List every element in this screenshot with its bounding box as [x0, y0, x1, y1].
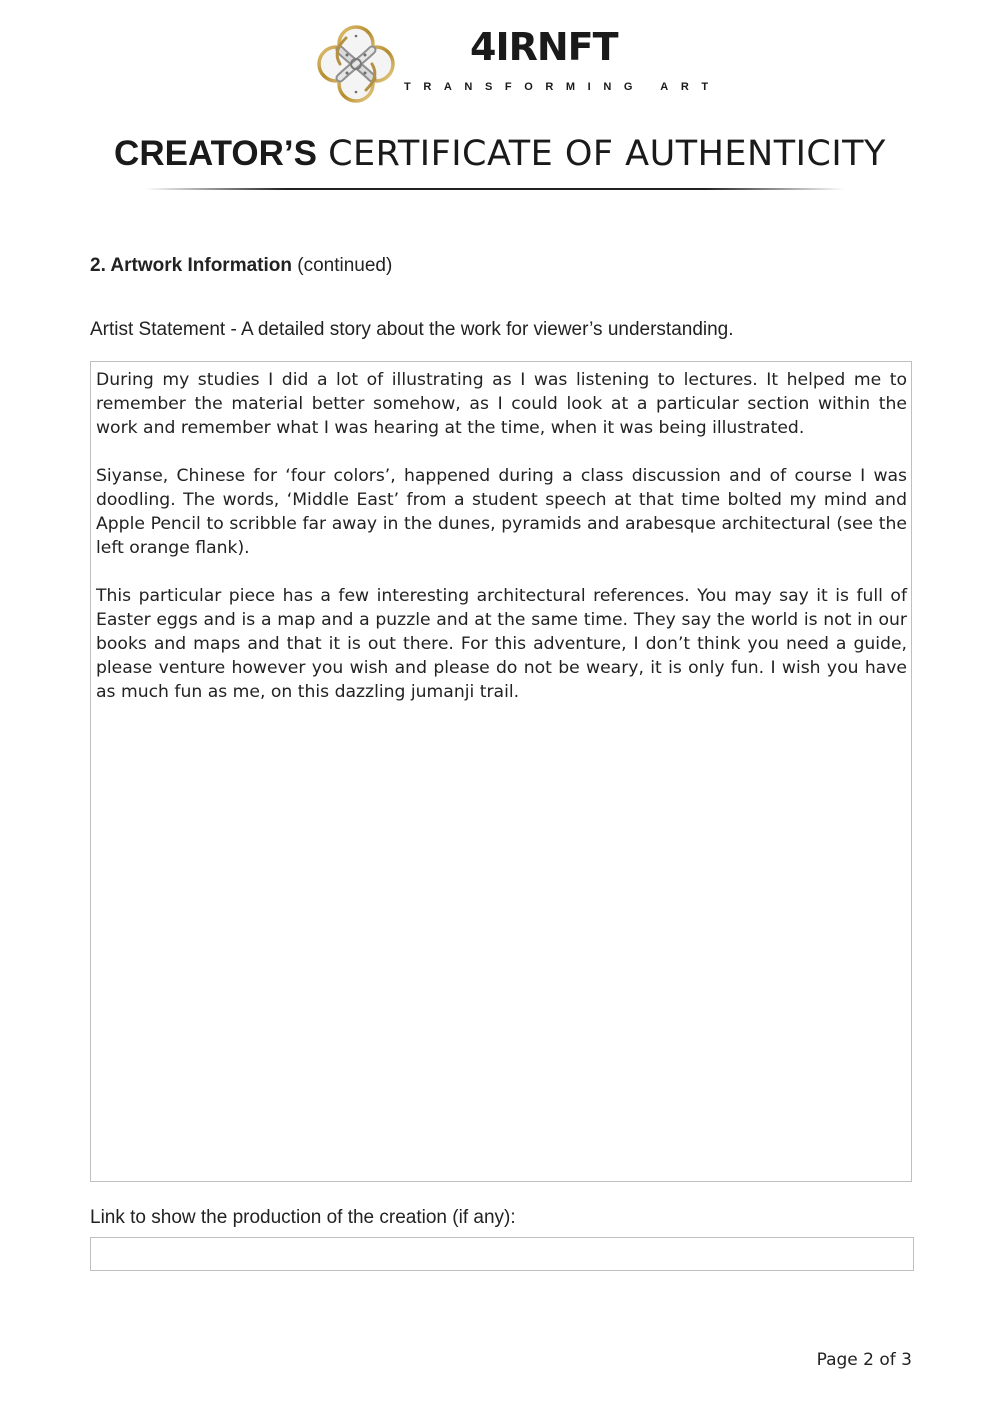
artist-statement-label: Artist Statement - A detailed story about the work for viewer’s understanding. — [90, 319, 734, 340]
brand-name: 4IRNFT — [470, 25, 618, 69]
statement-paragraph: This particular piece has a few interesting architectural references. You may say it is full of Easter eggs and is a map and a puzzle and at the same time. They say the world is not in our books and maps and that it is out there. For this adventure, I don’t think you need a guide, please venture however you wish and please do not be weary, it is only fun. I wish you have as much fun as me, on this dazzling jumanji trail. — [96, 586, 907, 702]
title-strong: CREATOR’S — [114, 134, 317, 173]
interlaced-knot-logo-icon — [316, 24, 396, 104]
artist-statement-field[interactable] — [90, 361, 912, 1182]
statement-paragraph: During my studies I did a lot of illustrating as I was listening to lectures. It helped me to remember the material better somehow, as I could look at a particular section within the work and remember what I was hearing at the time, when it was being illustrated. — [96, 370, 907, 438]
page-title — [0, 136, 1000, 172]
title-divider — [145, 188, 845, 190]
title-rest: CERTIFICATE OF AUTHENTICITY — [328, 134, 886, 174]
page-number: Page 2 of 3 — [816, 1350, 912, 1370]
brand-tagline: TRANSFORMING ART — [404, 81, 721, 93]
section-title: 2. Artwork Information — [90, 255, 292, 276]
section-suffix: (continued) — [297, 255, 393, 276]
production-link-label: Link to show the production of the creation (if any): — [90, 1207, 516, 1228]
section-heading — [90, 255, 392, 277]
production-link-field[interactable] — [90, 1237, 914, 1271]
statement-paragraph: Siyanse, Chinese for ‘four colors’, happened during a class discussion and of course I was doodling. The words, ‘Middle East’ from a student speech at that time bolted my mind and Apple Pencil to scribble far away in the dunes, pyramids and arabesque architectural (see the left orange flank). — [96, 466, 907, 558]
